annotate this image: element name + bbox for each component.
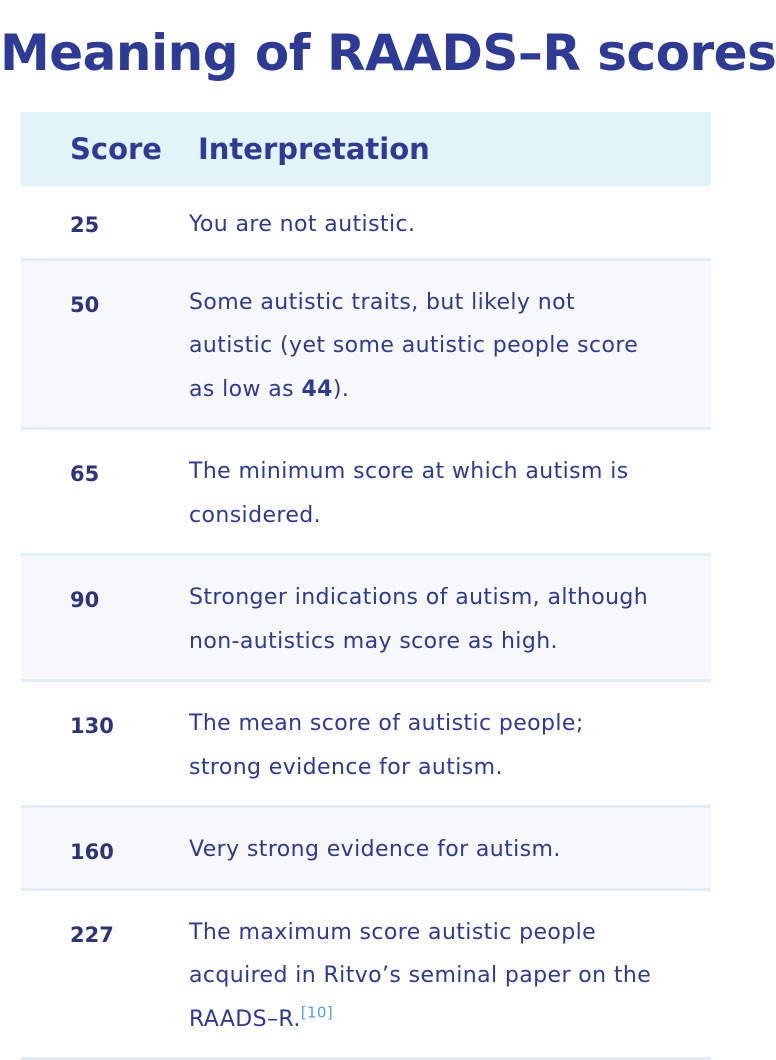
- scores-table: [21, 112, 711, 1060]
- score-cell: 65: [70, 462, 100, 486]
- interpretation-text: The maximum score autistic people acquired in Ritvo’s seminal paper on the RAADS–R.: [189, 919, 652, 1032]
- table-row: [21, 186, 711, 259]
- score-cell: 227: [70, 922, 114, 947]
- table-row: [21, 807, 711, 890]
- scores-table-container: [21, 112, 699, 1060]
- interpretation-cell: [189, 889, 711, 1059]
- score-cell: 90: [70, 588, 100, 612]
- bold-score-value: 44: [301, 376, 333, 402]
- header-score: Score: [70, 132, 162, 166]
- interpretation-cell: The minimum score at which autism is considered.: [189, 459, 629, 528]
- table-row: [21, 259, 711, 429]
- interpretation-cell: Very strong evidence for autism.: [189, 837, 561, 862]
- header-interpretation: Interpretation: [198, 132, 430, 166]
- citation-link[interactable]: [10]: [300, 1003, 334, 1022]
- score-cell: 50: [70, 292, 100, 317]
- page-title: Meaning of RAADS–R scores: [0, 24, 776, 82]
- table-row: [21, 889, 711, 1059]
- table-row: [21, 555, 711, 681]
- interpretation-text: ).: [332, 376, 350, 402]
- score-cell: 160: [70, 840, 114, 864]
- score-cell: 25: [70, 213, 100, 237]
- score-cell: 130: [70, 714, 114, 738]
- table-row: [21, 681, 711, 807]
- interpretation-cell: The mean score of autistic people; strong evidence for autism.: [189, 711, 584, 780]
- table-row: [21, 429, 711, 555]
- interpretation-cell: Stronger indications of autism, although non-autistics may score as high.: [189, 585, 649, 654]
- interpretation-text: Some autistic traits, but likely not autistic (yet some autistic people score as low as: [189, 289, 639, 402]
- interpretation-cell: [189, 259, 711, 429]
- table-header-row: [21, 112, 711, 186]
- interpretation-cell: You are not autistic.: [189, 212, 416, 237]
